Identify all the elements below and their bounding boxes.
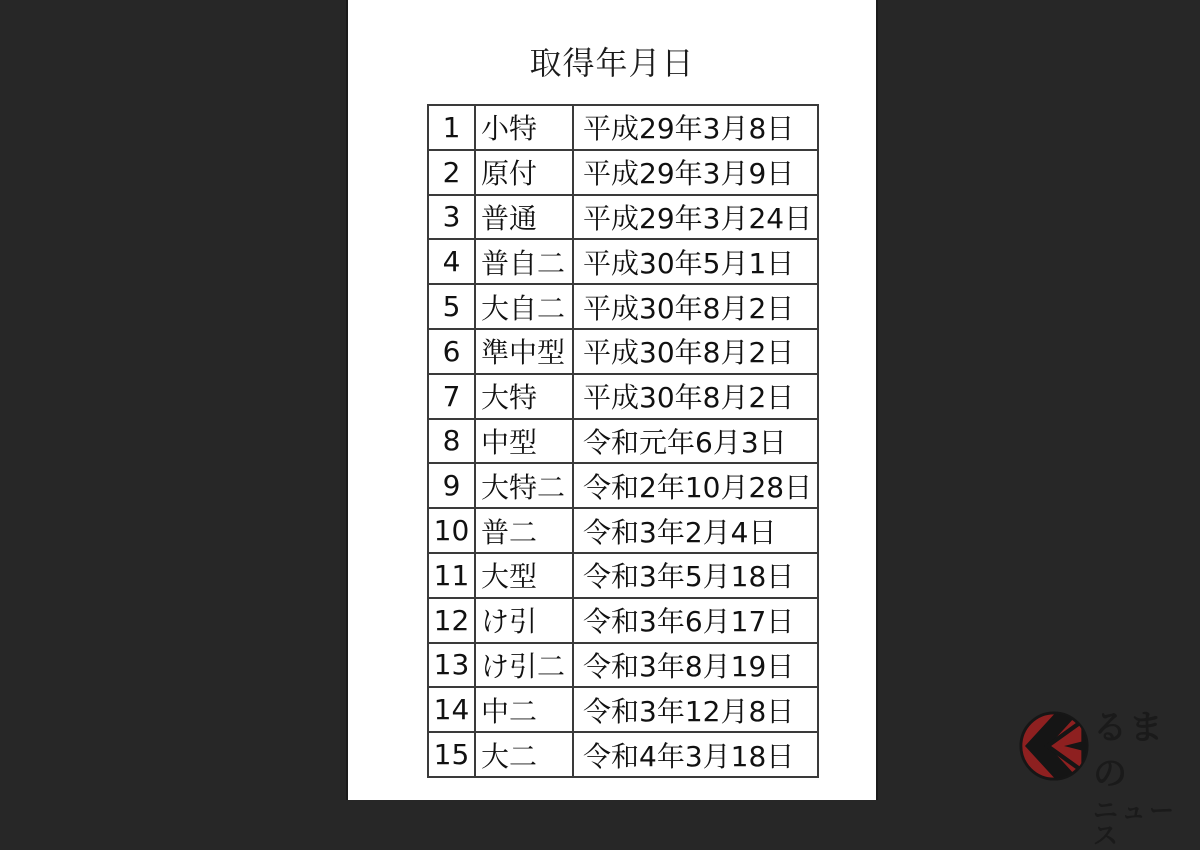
table-row (428, 687, 818, 732)
cell-date: 令和2年10月28日 (573, 463, 818, 508)
cell-row-number: 1 (428, 105, 475, 150)
cell-date: 令和元年6月3日 (573, 419, 818, 464)
cell-row-number: 6 (428, 329, 475, 374)
cell-license-type: 大自二 (475, 284, 573, 329)
content-card (346, 0, 878, 800)
cell-row-number: 5 (428, 284, 475, 329)
cell-license-type: 小特 (475, 105, 573, 150)
table-row (428, 598, 818, 643)
table-row (428, 553, 818, 598)
cell-license-type: 中型 (475, 419, 573, 464)
table-row (428, 643, 818, 688)
acquisition-date-table (427, 104, 819, 778)
cell-date: 平成30年8月2日 (573, 284, 818, 329)
cell-row-number: 8 (428, 419, 475, 464)
cell-date: 平成30年5月1日 (573, 239, 818, 284)
cell-license-type: 中二 (475, 687, 573, 732)
cell-license-type: 大特二 (475, 463, 573, 508)
cell-row-number: 15 (428, 732, 475, 777)
cell-date: 平成30年8月2日 (573, 374, 818, 419)
cell-row-number: 10 (428, 508, 475, 553)
cell-date: 平成29年3月24日 (573, 195, 818, 240)
cell-row-number: 9 (428, 463, 475, 508)
cell-date: 令和3年8月19日 (573, 643, 818, 688)
cell-license-type: け引 (475, 598, 573, 643)
cell-row-number: 7 (428, 374, 475, 419)
cell-row-number: 2 (428, 150, 475, 195)
watermark-text (1093, 706, 1200, 848)
cell-license-type: 大二 (475, 732, 573, 777)
cell-date: 平成30年8月2日 (573, 329, 818, 374)
table-row (428, 239, 818, 284)
watermark-line2: ニュース (1093, 795, 1178, 850)
cell-license-type: 普通 (475, 195, 573, 240)
cell-row-number: 11 (428, 553, 475, 598)
table-row (428, 195, 818, 240)
table-row (428, 374, 818, 419)
cell-date: 令和4年3月18日 (573, 732, 818, 777)
cell-license-type: 大特 (475, 374, 573, 419)
cell-date: 平成29年3月9日 (573, 150, 818, 195)
cell-date: 令和3年2月4日 (573, 508, 818, 553)
page-title: 取得年月日 (529, 44, 695, 82)
table-row (428, 732, 818, 777)
cell-license-type: け引二 (475, 643, 573, 688)
cell-license-type: 原付 (475, 150, 573, 195)
table-row (428, 105, 818, 150)
table-row (428, 463, 818, 508)
cell-license-type: 大型 (475, 553, 573, 598)
table-row (428, 508, 818, 553)
cell-row-number: 12 (428, 598, 475, 643)
cell-license-type: 普二 (475, 508, 573, 553)
table-row (428, 419, 818, 464)
cell-license-type: 準中型 (475, 329, 573, 374)
cell-date: 令和3年5月18日 (573, 553, 818, 598)
watermark-line1: るまの (1093, 708, 1165, 794)
table-row (428, 150, 818, 195)
cell-row-number: 13 (428, 643, 475, 688)
ku-circle-logo-icon (1018, 708, 1090, 784)
cell-row-number: 3 (428, 195, 475, 240)
table-row (428, 284, 818, 329)
cell-date: 平成29年3月8日 (573, 105, 818, 150)
cell-row-number: 14 (428, 687, 475, 732)
cell-license-type: 普自二 (475, 239, 573, 284)
cell-date: 令和3年6月17日 (573, 598, 818, 643)
cell-row-number: 4 (428, 239, 475, 284)
table-row (428, 329, 818, 374)
cell-date: 令和3年12月8日 (573, 687, 818, 732)
kuruma-news-watermark (1018, 704, 1200, 850)
